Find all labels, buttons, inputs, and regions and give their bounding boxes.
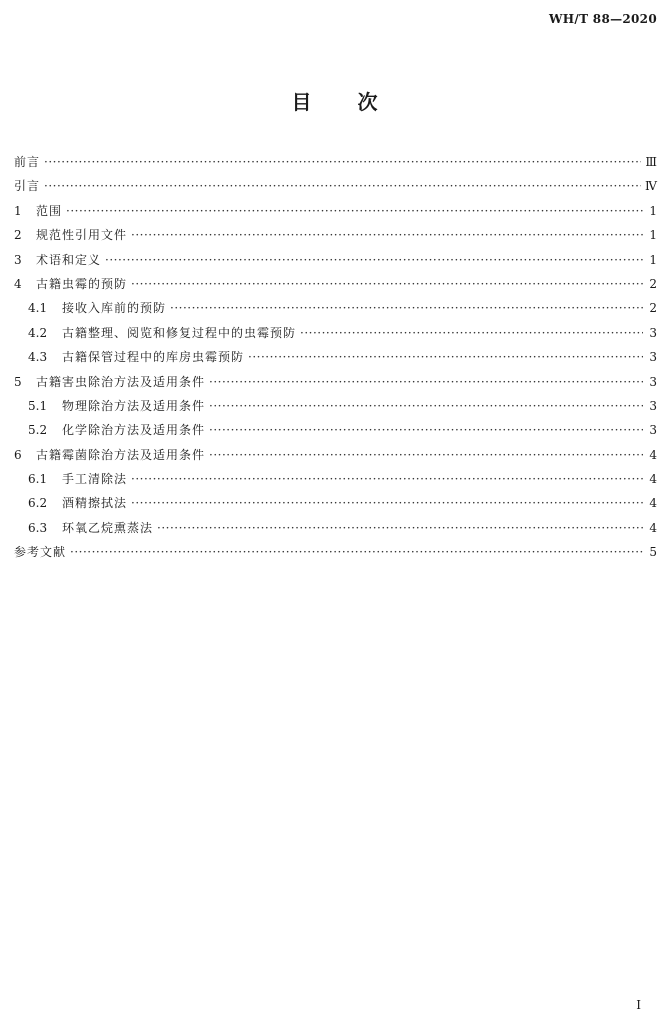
page-number: I [636, 998, 641, 1012]
toc-entry-references[interactable] [14, 540, 657, 564]
toc-entry-text: 接收入库前的预防 [62, 301, 167, 316]
toc-entry-5-1[interactable] [14, 394, 657, 418]
toc-page-number: 4 [649, 472, 657, 487]
toc-entry-text: 古籍虫霉的预防 [36, 276, 128, 291]
toc-page-number: 2 [649, 301, 657, 316]
toc-entry-number: 6 [14, 447, 22, 462]
toc-entry-text: 手工清除法 [62, 472, 128, 487]
toc-entry-text: 参考文献 [14, 545, 67, 560]
toc-page-number: 1 [649, 228, 657, 243]
toc-entry-number: 4.1 [28, 301, 48, 316]
toc-entry-2[interactable] [14, 223, 657, 247]
toc-page-number: 5 [649, 545, 657, 560]
toc-entry-6-2[interactable] [14, 491, 657, 515]
toc-dot-leader [105, 248, 643, 272]
toc-entry-text: 古籍霉菌除治方法及适用条件 [36, 447, 206, 462]
toc-page-number: 2 [649, 276, 657, 291]
toc-entry-text: 古籍整理、阅览和修复过程中的虫霉预防 [62, 325, 297, 340]
toc-dot-leader [131, 467, 643, 491]
toc-entry-introduction[interactable] [14, 174, 657, 198]
toc-entry-text: 物理除治方法及适用条件 [62, 398, 206, 413]
toc-entry-text: 古籍害虫除治方法及适用条件 [36, 374, 206, 389]
toc-dot-leader [66, 199, 643, 223]
toc-entry-number: 6.3 [28, 520, 48, 535]
toc-entry-6[interactable] [14, 443, 657, 467]
toc-page-number: 1 [649, 203, 657, 218]
toc-page-number: Ⅲ [645, 155, 657, 169]
toc-page-number: 4 [649, 520, 657, 535]
toc-page-number: 3 [649, 423, 657, 438]
title-char-second: 次 [357, 90, 380, 114]
table-of-contents [14, 150, 657, 565]
toc-entry-text: 古籍保管过程中的库房虫霉预防 [62, 350, 245, 365]
toc-dot-leader [209, 443, 643, 467]
toc-entry-text: 环氧乙烷熏蒸法 [62, 520, 154, 535]
toc-entry-number: 5.1 [28, 398, 48, 413]
toc-page-number: 3 [649, 398, 657, 413]
page-title [0, 86, 671, 115]
toc-entry-6-1[interactable] [14, 467, 657, 491]
toc-dot-leader [300, 321, 643, 345]
toc-entry-number: 6.2 [28, 496, 48, 511]
toc-entry-4-2[interactable] [14, 321, 657, 345]
toc-entry-text: 引言 [14, 179, 41, 194]
toc-entry-text: 术语和定义 [36, 252, 102, 267]
toc-entry-number: 5.2 [28, 423, 48, 438]
toc-dot-leader [209, 418, 643, 442]
toc-page-number: 3 [649, 325, 657, 340]
toc-entry-number: 2 [14, 228, 22, 243]
toc-entry-4-1[interactable] [14, 296, 657, 320]
toc-page-number: 1 [649, 252, 657, 267]
toc-dot-leader [131, 223, 643, 247]
toc-dot-leader [170, 296, 643, 320]
toc-page-number: 4 [649, 447, 657, 462]
toc-entry-number: 4.2 [28, 325, 48, 340]
title-char-first: 目 [291, 90, 314, 114]
toc-page-number: 4 [649, 496, 657, 511]
toc-entry-5[interactable] [14, 370, 657, 394]
document-code: WH/T 88—2020 [548, 12, 657, 26]
toc-page-number: Ⅳ [645, 179, 657, 194]
toc-entry-number: 4.3 [28, 350, 48, 365]
toc-entry-number: 3 [14, 252, 22, 267]
toc-page-number: 3 [649, 374, 657, 389]
toc-entry-text: 规范性引用文件 [36, 228, 128, 243]
toc-entry-5-2[interactable] [14, 418, 657, 442]
toc-page-number: 3 [649, 350, 657, 365]
toc-entry-4-3[interactable] [14, 345, 657, 369]
toc-entry-6-3[interactable] [14, 516, 657, 540]
toc-entry-3[interactable] [14, 248, 657, 272]
toc-entry-number: 1 [14, 203, 22, 218]
toc-entry-text: 化学除治方法及适用条件 [62, 423, 206, 438]
toc-entry-text: 酒精擦拭法 [62, 496, 128, 511]
toc-dot-leader [70, 540, 643, 564]
toc-entry-4[interactable] [14, 272, 657, 296]
toc-dot-leader [248, 345, 643, 369]
toc-entry-text: 范围 [36, 203, 63, 218]
toc-entry-foreword[interactable] [14, 150, 657, 174]
toc-dot-leader [131, 491, 643, 515]
toc-dot-leader [44, 174, 641, 198]
toc-dot-leader [209, 370, 643, 394]
toc-dot-leader [157, 516, 643, 540]
toc-entry-text: 前言 [14, 155, 41, 169]
toc-dot-leader [131, 272, 643, 296]
toc-dot-leader [209, 394, 643, 418]
toc-dot-leader [44, 150, 641, 174]
toc-entry-1[interactable] [14, 199, 657, 223]
toc-entry-number: 6.1 [28, 472, 48, 487]
toc-entry-number: 5 [14, 374, 22, 389]
toc-entry-number: 4 [14, 276, 22, 291]
